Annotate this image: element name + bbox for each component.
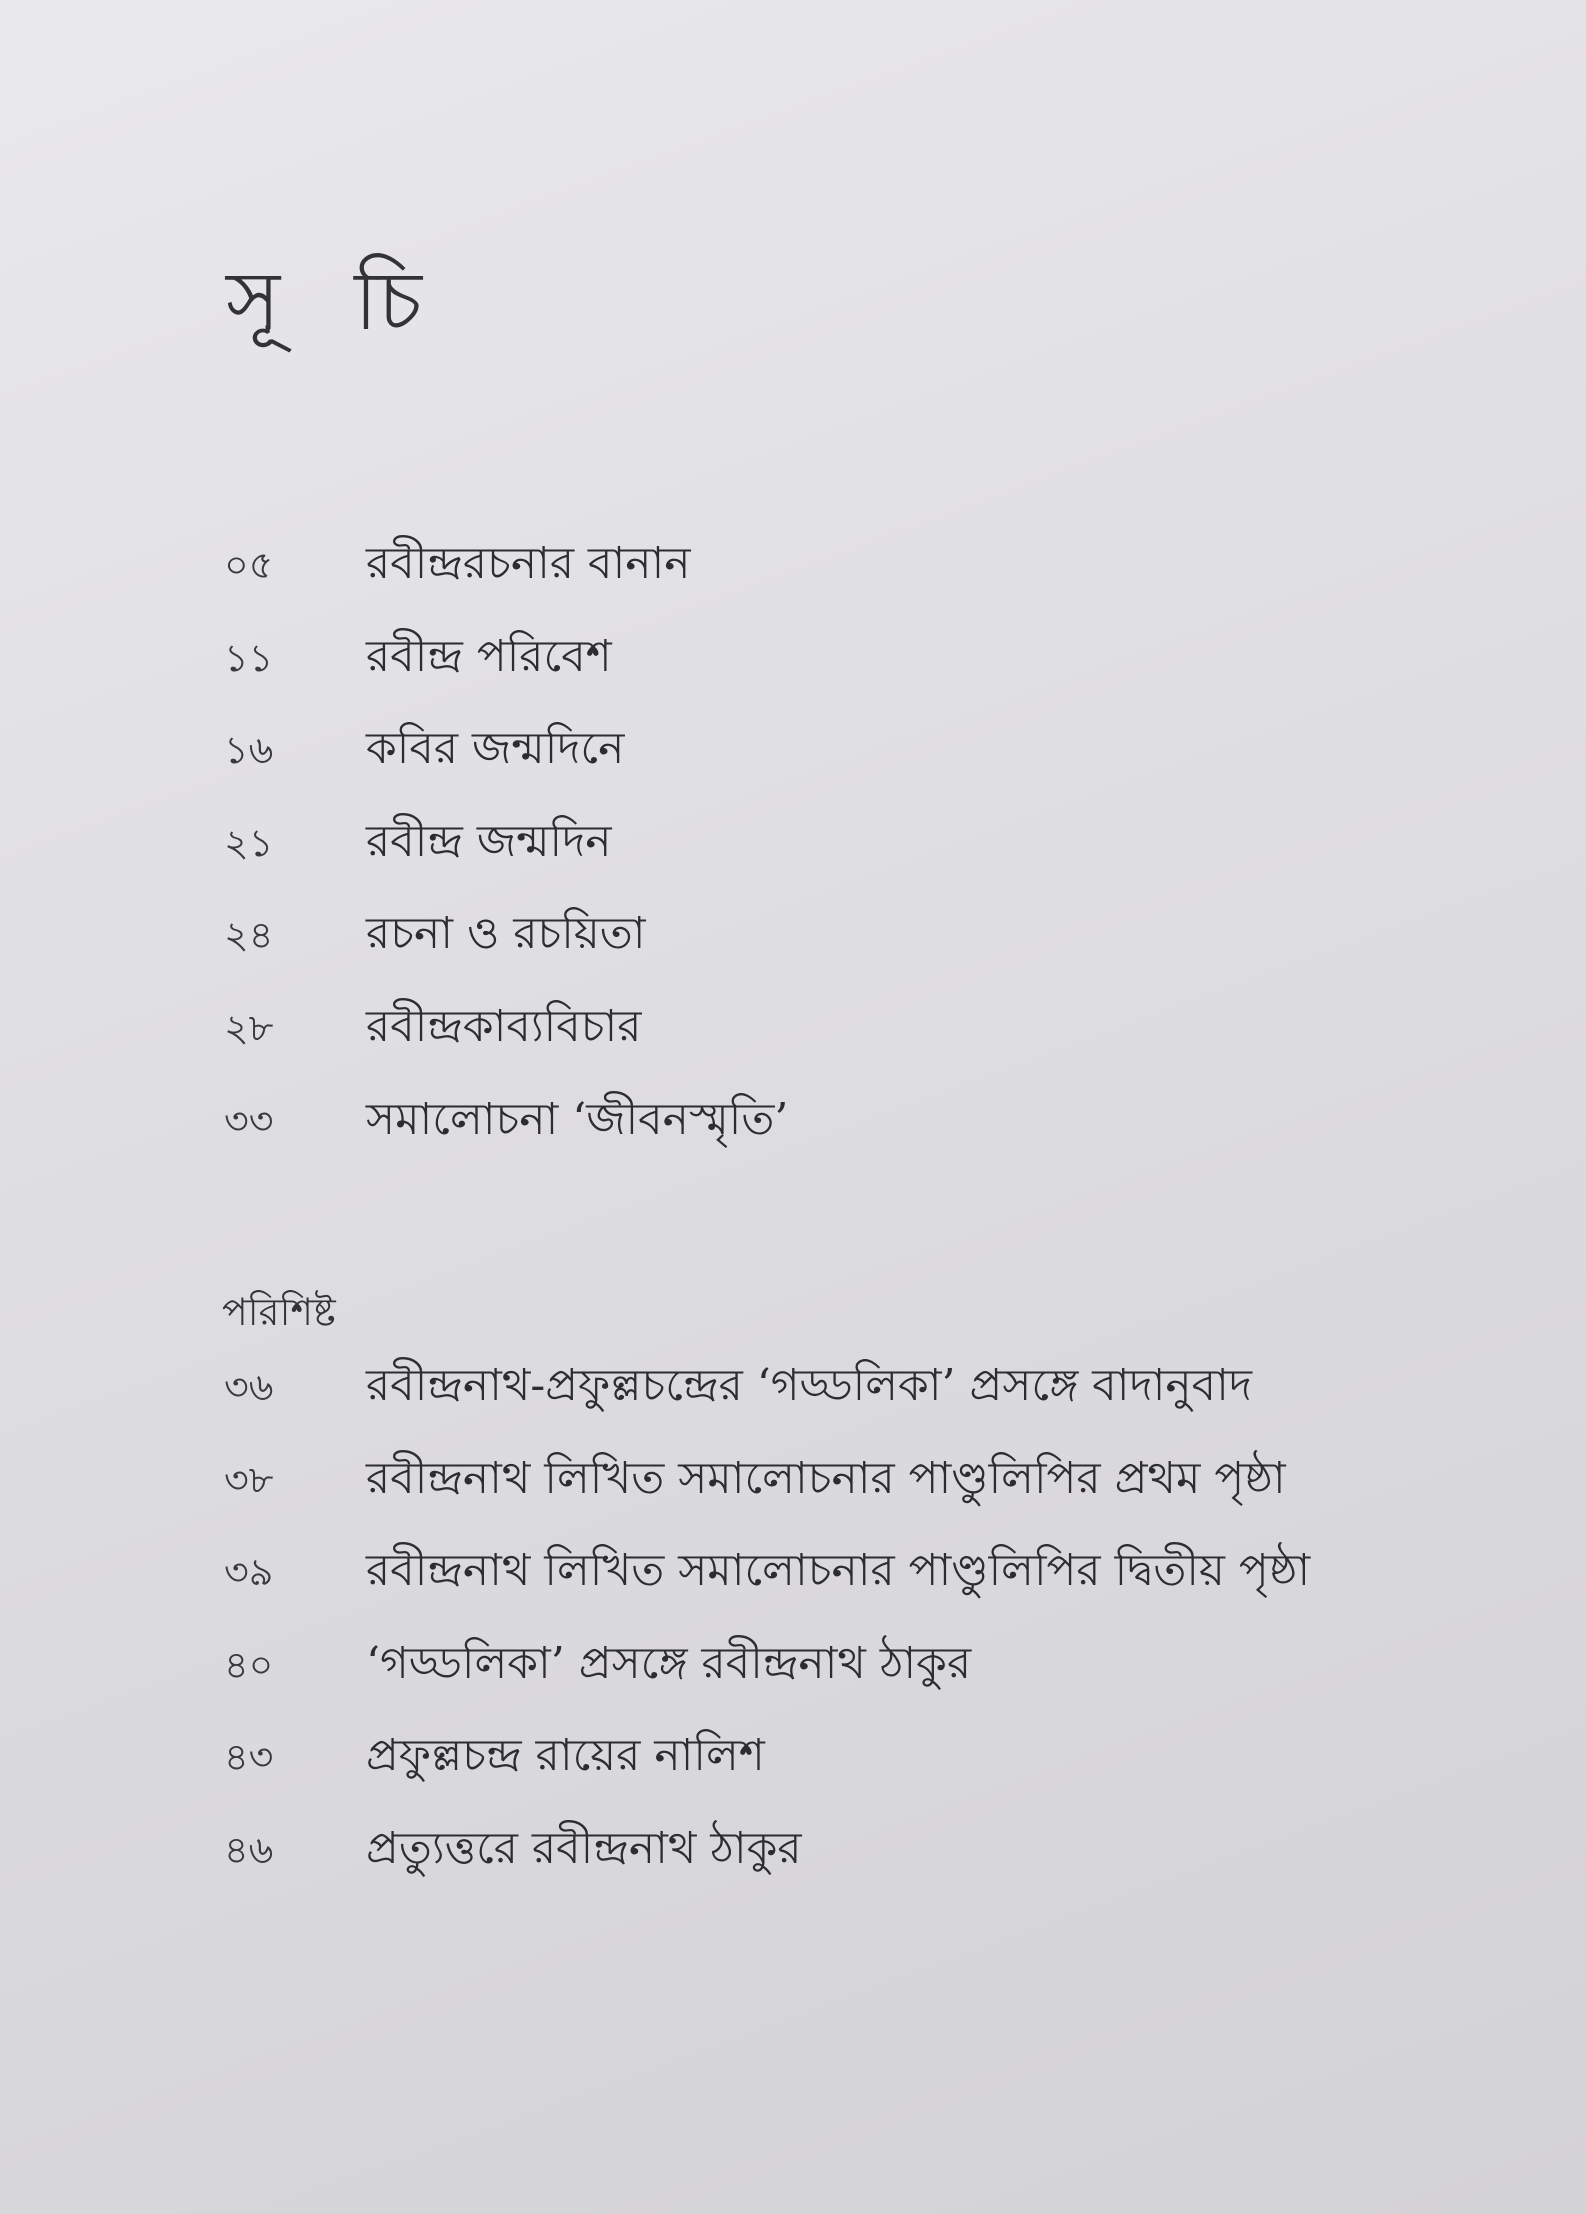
toc-entry bbox=[224, 715, 1504, 808]
appendix-entry bbox=[224, 1815, 1504, 1908]
toc-entry bbox=[224, 993, 1504, 1086]
toc-entry bbox=[224, 530, 1504, 623]
toc-entry bbox=[224, 900, 1504, 993]
toc-entry-title: রবীন্দ্র জন্মদিন bbox=[366, 815, 612, 867]
toc-page-number: ১৬ bbox=[224, 728, 274, 773]
toc-entry-title: রবীন্দ্র পরিবেশ bbox=[366, 630, 612, 682]
toc-entry-title: সমালোচনা ‘জীবনস্মৃতি’ bbox=[366, 1093, 789, 1145]
toc-page-number: ২১ bbox=[224, 820, 274, 865]
toc-entry-title: রচনা ও রচয়িতা bbox=[366, 908, 646, 960]
toc-entry-title: রবীন্দ্রনাথ-প্রফুল্লচন্দ্রের ‘গড্ডলিকা’ প্রসঙ্গে বাদানুবাদ bbox=[366, 1360, 1253, 1411]
toc-page-number: ৩৩ bbox=[224, 1098, 274, 1143]
toc-entry-title: কবির জন্মদিনে bbox=[366, 723, 625, 775]
toc-page-number: ৪৩ bbox=[224, 1735, 274, 1780]
toc-entry-title: ‘গড্ডলিকা’ প্রসঙ্গে রবীন্দ্রনাথ ঠাকুর bbox=[366, 1637, 972, 1689]
appendix-entry bbox=[224, 1445, 1504, 1538]
appendix-entry bbox=[224, 1537, 1504, 1630]
toc-page-number: ৩৮ bbox=[224, 1457, 274, 1502]
contents-list bbox=[224, 530, 1504, 1178]
toc-entry-title: রবীন্দ্রনাথ লিখিত সমালোচনার পাণ্ডুলিপির প্রথম পৃষ্ঠা bbox=[366, 1452, 1286, 1504]
toc-page-number: ২৪ bbox=[224, 913, 274, 958]
appendix-entry bbox=[224, 1352, 1504, 1445]
toc-page-number: ৩৯ bbox=[224, 1550, 274, 1595]
appendix-heading: পরিশিষ্ট bbox=[222, 1290, 336, 1334]
page-title: সূ চি bbox=[226, 254, 446, 349]
toc-entry bbox=[224, 808, 1504, 901]
toc-entry-title: রবীন্দ্রনাথ লিখিত সমালোচনার পাণ্ডুলিপির দ্বিতীয় পৃষ্ঠা bbox=[366, 1545, 1311, 1597]
toc-entry bbox=[224, 623, 1504, 716]
toc-entry-title: রবীন্দ্রকাব্যবিচার bbox=[366, 1000, 642, 1052]
toc-page-number: ৪০ bbox=[224, 1642, 274, 1687]
toc-page-number: ১১ bbox=[224, 635, 274, 680]
toc-page-number: ৪৬ bbox=[224, 1827, 274, 1872]
appendix-entry bbox=[224, 1722, 1504, 1815]
toc-page-number: ২৮ bbox=[224, 1005, 274, 1050]
toc-entry-title: রবীন্দ্ররচনার বানান bbox=[366, 538, 691, 589]
toc-entry-title: প্রত্যুত্তরে রবীন্দ্রনাথ ঠাকুর bbox=[366, 1822, 802, 1874]
toc-entry-title: প্রফুল্লচন্দ্র রায়ের নালিশ bbox=[366, 1730, 765, 1782]
appendix-entry bbox=[224, 1630, 1504, 1723]
toc-page-number: ০৫ bbox=[224, 543, 274, 587]
toc-page-number: ৩৬ bbox=[224, 1365, 274, 1409]
toc-entry bbox=[224, 1086, 1504, 1179]
appendix-list bbox=[224, 1352, 1504, 1908]
